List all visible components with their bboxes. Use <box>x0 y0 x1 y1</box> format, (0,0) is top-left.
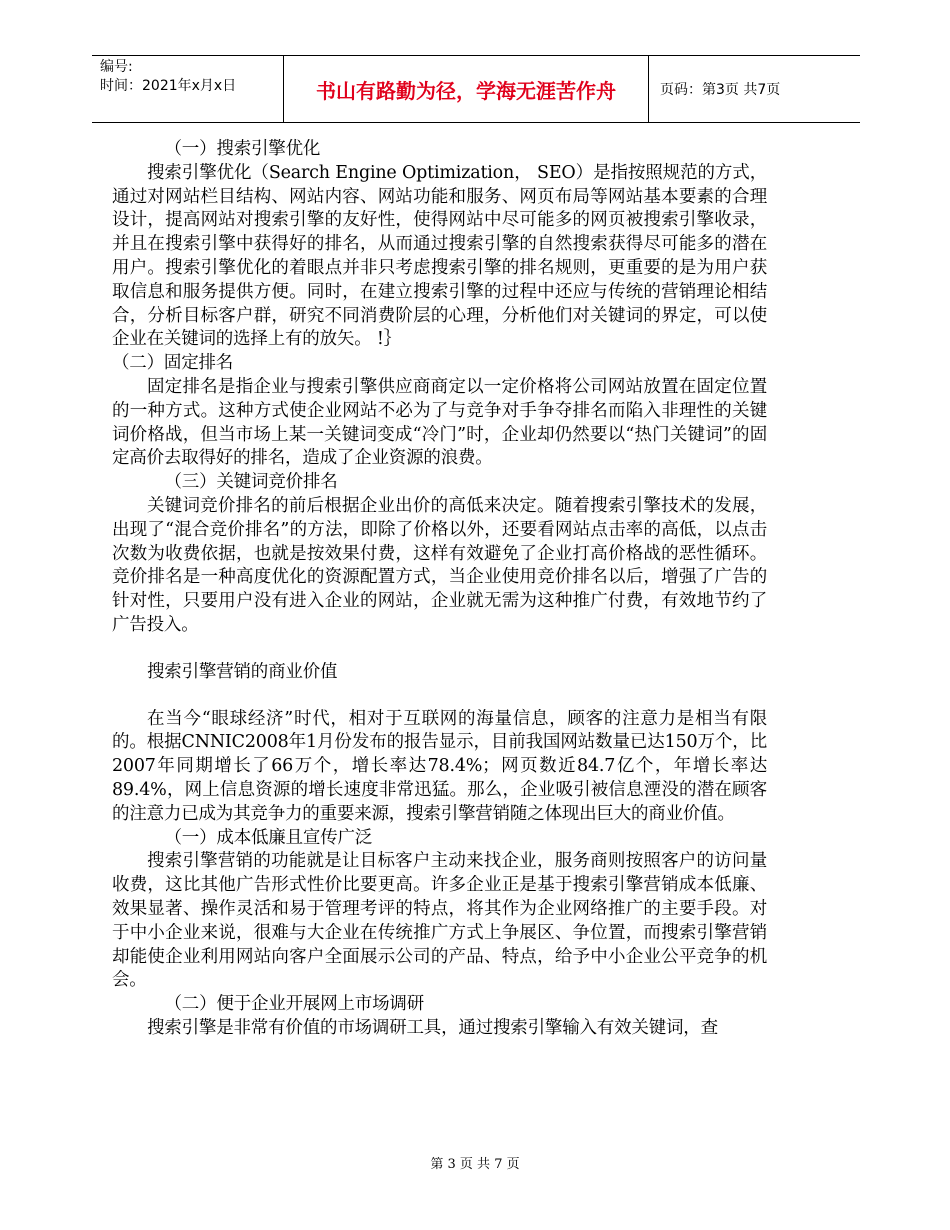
section-heading: （二）固定排名 <box>112 353 234 374</box>
paragraph: 搜索引擎营销的功能就是让目标客户主动来找企业，服务商则按照客户的访问量收费，这比其他广告形式性价比要更高。许多企业正是基于搜索引擎营销成本低廉、效果显著、操作灵活和易于管理考评的特点，将其作为企业网络推广的主要手段。对于中小企业来说，很难与大企业在传统推广方式上争展区、争位置，而搜索引擎营销却能使企业利用网站向客户全面展示公司的产品、特点，给予中小企业公平竞争的机会。 <box>112 851 767 991</box>
section-title: 搜索引擎营销的商业价值 <box>147 661 338 682</box>
paragraph: 关键词竞价排名的前后根据企业出价的高低来决定。随着搜索引擎技术的发展，出现了“混合竞价排名”的方法，即除了价格以外，还要看网站点击率的高低，以点击次数为收费依据，也就是按效果付费，这样有效避免了企业打高价格战的恶性循环。竞价排名是一种高度优化的资源配置方式，当企业使用竞价排名以后，增强了广告的针对性，只要用户没有进入企业的网站，企业就无需为这种推广付费，有效地节约了广告投入。 <box>112 495 767 635</box>
header-divider <box>648 56 649 122</box>
section-heading: （三）关键词竞价排名 <box>164 472 338 493</box>
header-motto: 书山有路勤为径，学海无涯苦作舟 <box>316 78 616 103</box>
document-number-label: 编号: <box>100 59 133 75</box>
page-footer: 第 3 页 共 7 页 <box>430 1157 520 1172</box>
section-heading: （一）搜索引擎优化 <box>164 139 321 159</box>
header-page-info: 页码：第3页 共7页 <box>660 82 781 98</box>
spacer <box>112 685 767 708</box>
document-time-label: 时间：2021年x月x日 <box>100 78 237 94</box>
header-meta <box>100 58 236 96</box>
paragraph: 搜索引擎是非常有价值的市场调研工具，通过搜索引擎输入有效关键词，查 <box>147 1017 718 1038</box>
spacer <box>112 638 767 661</box>
section-heading: （一）成本低廉且宣传广泛 <box>164 827 373 848</box>
document-body <box>112 138 767 1041</box>
paragraph: 搜索引擎优化（Search Engine Optimization， SEO）是指按照规范的方式，通过对网站栏目结构、网站内容、网站功能和服务、网页布局等网站基本要素的合理设计，提高网站对搜索引擎的友好性，使得网站中尽可能多的网页被搜索引擎收录，并且在搜索引擎中获得好的排名，从而通过搜索引擎的自然搜索获得尽可能多的潜在用户。搜索引擎优化的着眼点并非只考虑搜索引擎的排名规则，更重要的是为用户获取信息和服务提供方便。同时，在建立搜索引擎的过程中还应与传统的营销理论相结合，分析目标客户群，研究不同消费阶层的心理，分析他们对关键词的界定，可以使企业在关键词的选择上有的放矢。 !｝ <box>112 162 767 350</box>
section-heading: （二）便于企业开展网上市场调研 <box>164 994 424 1015</box>
paragraph: 固定排名是指企业与搜索引擎供应商商定以一定价格将公司网站放置在固定位置的一种方式。这种方式使企业网站不必为了与竞争对手争夺排名而陷入非理性的关键词价格战，但当市场上某一关键词变成“冷门”时，企业却仍然要以“热门关键词”的固定高价去取得好的排名，造成了企业资源的浪费。 <box>112 376 767 469</box>
paragraph: 在当今“眼球经济”时代，相对于互联网的海量信息，顾客的注意力是相当有限的。根据CNNIC2008年1月份发布的报告显示，目前我国网站数量已达150万个，比2007年同期增长了66万个，增长率达78.4%；网页数近84.7亿个，年增长率达89.4%，网上信息资源的增长速度非常迅猛。那么，企业吸引被信息湮没的潜在顾客的注意力已成为其竞争力的重要来源，搜索引擎营销随之体现出巨大的商业价值。 <box>112 708 767 824</box>
page-header <box>92 55 860 123</box>
